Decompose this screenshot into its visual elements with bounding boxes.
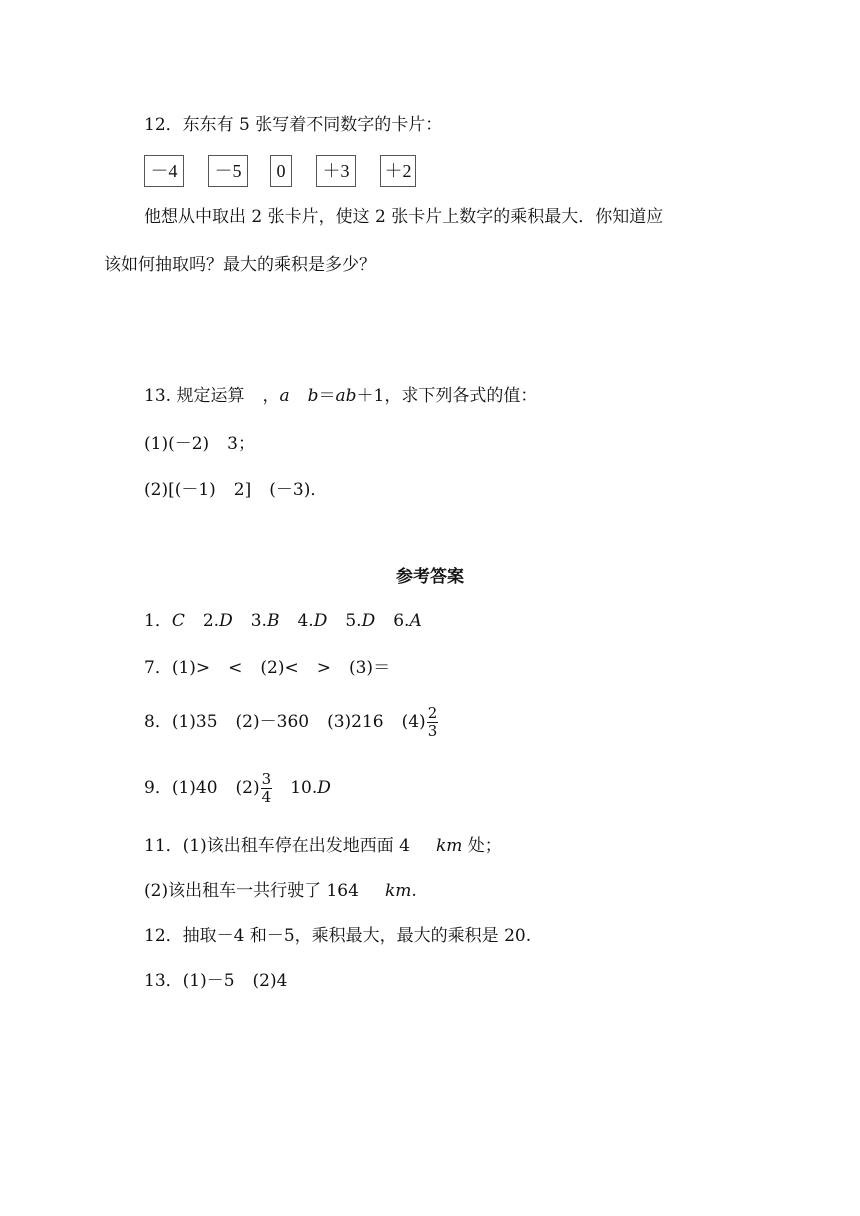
q13-item-1-right: 3； xyxy=(227,434,255,454)
q13-stem xyxy=(144,384,537,408)
answer-part: (3)216 xyxy=(327,712,384,732)
answer-part: (2)－360 xyxy=(235,712,310,732)
card-5: ＋2 xyxy=(380,155,416,187)
answer-8 xyxy=(144,702,438,742)
answer-label: 3. xyxy=(250,611,267,631)
fraction-two-thirds xyxy=(427,705,439,740)
q13-var-b: b xyxy=(307,386,319,406)
answer-value: A xyxy=(409,611,422,631)
answer-label: 1． xyxy=(144,611,172,631)
q13-item-2-left: (2)[(－1) xyxy=(144,480,216,500)
q13-stem-part-2: ， xyxy=(262,386,280,406)
answer-text: 11．(1)该出租车停在出发地西面 4 xyxy=(144,836,410,856)
q13-var-a: a xyxy=(279,386,290,406)
answer-label: 8． xyxy=(144,712,172,732)
card-2: －5 xyxy=(208,155,248,187)
answer-part: (4) xyxy=(401,712,426,732)
answer-part: 10. xyxy=(290,778,318,798)
answer-text: (2)该出租车一共行驶了 164 xyxy=(144,881,359,901)
answer-value: D xyxy=(317,778,331,798)
q13-item-2 xyxy=(144,478,327,502)
answer-label: 2. xyxy=(202,611,220,631)
answer-label: 13． xyxy=(144,971,183,991)
answer-1-6 xyxy=(144,609,422,633)
answer-part: (1)－5 xyxy=(182,971,235,991)
q13-stem-part-1: 13. 规定运算 xyxy=(144,386,245,406)
answer-value: B xyxy=(266,611,280,631)
answer-11-part-1 xyxy=(144,834,502,858)
q13-equals: ＝ xyxy=(318,386,336,406)
q12-line-1: 他想从中取出 2 张卡片，使这 2 张卡片上数字的乘积最大．你知道应 xyxy=(144,207,664,227)
answer-label: 6. xyxy=(393,611,410,631)
q13-item-1 xyxy=(144,432,255,456)
answer-text-end: 处； xyxy=(462,836,502,856)
answer-part: < xyxy=(228,658,243,678)
q12-stem: 12．东东有 5 张写着不同数字的卡片： xyxy=(144,115,443,135)
answer-text-end: . xyxy=(411,881,417,901)
fraction-denominator: 3 xyxy=(427,722,438,740)
card-1: －4 xyxy=(144,155,184,187)
answer-unit: km xyxy=(435,836,463,856)
answer-part: (1)35 xyxy=(171,712,218,732)
answer-value: D xyxy=(219,611,233,631)
q13-item-1-left: (1)(－2) xyxy=(144,434,210,454)
answer-12: 12．抽取－4 和－5，乘积最大，最大的乘积是 20. xyxy=(144,926,532,946)
answer-part: (2) xyxy=(235,778,260,798)
fraction-three-quarters xyxy=(261,771,273,806)
answer-part: (3)＝ xyxy=(348,658,391,678)
answer-label: 5. xyxy=(345,611,362,631)
answer-label: 4. xyxy=(297,611,314,631)
answer-part: (2)< xyxy=(260,658,299,678)
answer-part: (2)4 xyxy=(252,971,288,991)
card-4: ＋3 xyxy=(316,155,356,187)
answer-value: D xyxy=(313,611,328,631)
q13-var-ab: ab xyxy=(335,386,357,406)
q12-line-2: 该如何抽取吗？最大的乘积是多少？ xyxy=(104,255,376,275)
answer-7 xyxy=(144,656,390,680)
card-3: 0 xyxy=(270,155,292,187)
fraction-denominator: 4 xyxy=(261,788,272,806)
answer-11-part-2 xyxy=(144,879,417,903)
answer-unit: km xyxy=(384,881,412,901)
answer-label: 7． xyxy=(144,658,172,678)
q13-item-2-right: (－3)． xyxy=(269,480,328,500)
answer-13 xyxy=(144,969,287,993)
answer-value: C xyxy=(171,611,185,631)
answer-label: 9． xyxy=(144,778,172,798)
answer-part: (1)> xyxy=(171,658,211,678)
fraction-numerator: 3 xyxy=(261,770,272,788)
q13-item-2-mid: 2] xyxy=(233,480,252,500)
fraction-numerator: 2 xyxy=(427,704,438,722)
answer-value: D xyxy=(361,611,376,631)
answer-part: (1)40 xyxy=(171,778,218,798)
q13-stem-part-4: ＋1，求下列各式的值： xyxy=(356,386,538,406)
answer-9-10 xyxy=(144,768,331,808)
answers-title: 参考答案 xyxy=(396,567,464,587)
answer-part: > xyxy=(316,658,331,678)
